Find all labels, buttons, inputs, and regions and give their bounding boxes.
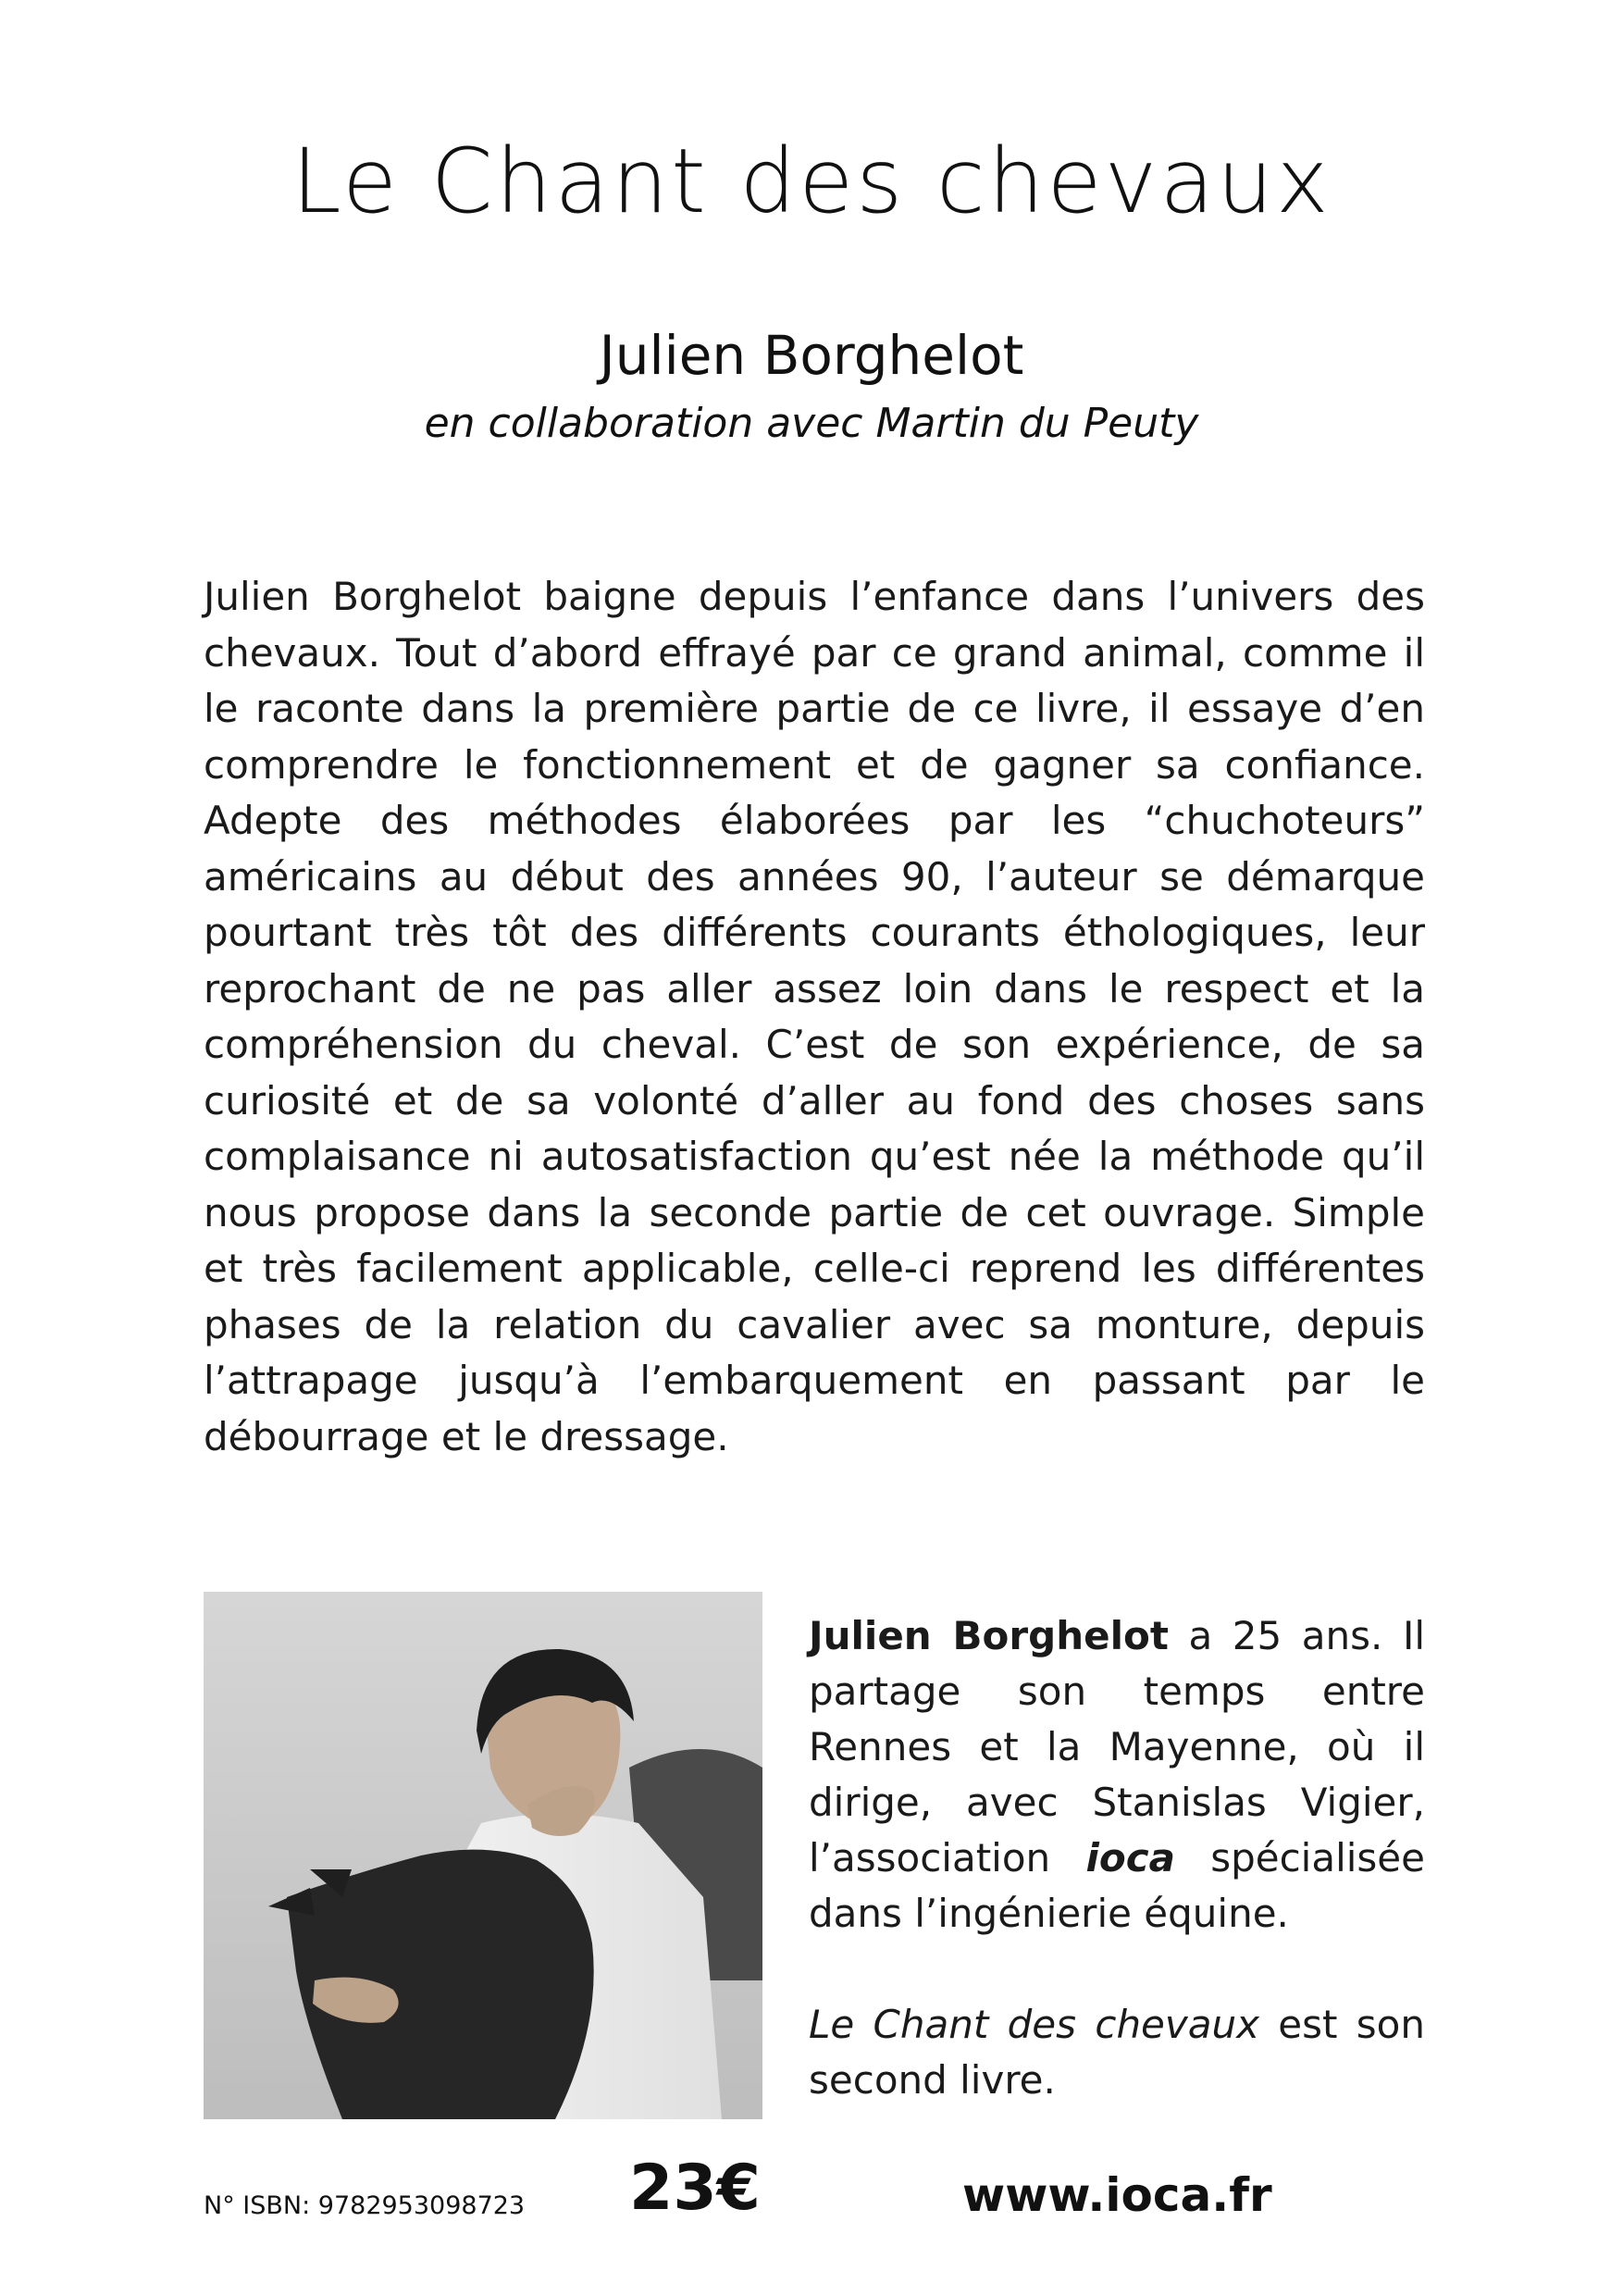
author-name: Julien Borghelot (599, 324, 1024, 387)
bio-text-2: spécialisée dans l’ingénierie équine. (809, 1835, 1425, 1936)
bio-text-3: est son second livre. (809, 2002, 1425, 2103)
author-photo (204, 1592, 762, 2119)
bio-book-title: Le Chant des chevaux (809, 2002, 1259, 2047)
book-title: Le Chant des chevaux (291, 130, 1332, 233)
isbn-number: N° ISBN: 9782953098723 (204, 2191, 526, 2220)
bio-org-name: ioca (1085, 1835, 1175, 1880)
price: 23€ (629, 2152, 761, 2225)
bio-author-name: Julien Borghelot (809, 1613, 1169, 1658)
website-url: www.ioca.fr (962, 2168, 1272, 2222)
author-bio (809, 1608, 1425, 2108)
collaboration-line: en collaboration avec Martin du Peuty (424, 400, 1199, 447)
book-blurb: Julien Borghelot baigne depuis l’enfance dans l’univers des chevaux. Tout d’abord effrayé par ce grand animal, comme il le raconte dans la première partie de ce livre, il essaye d’en comprendre le fonctionnement et de gagner sa confiance. Adepte des méthodes élaborées par les “chuchoteurs” américains au début des années 90, l’auteur se démarque pourtant très tôt des différents courants éthologiques, leur reprochant de ne pas aller assez loin dans le respect et la compréhension du cheval. C’est de son expérience, de sa curiosité et de sa volonté d’aller au fond des choses sans complaisance ni autosatisfaction qu’est née la méthode qu’il nous propose dans la seconde partie de cet ouvrage. Simple et très facilement applicable, celle-ci reprend les différentes phases de la relation du cavalier avec sa monture, depuis l’attrapage jusqu’à l’embarquement en passant par le débourrage et le dressage. (204, 574, 1425, 1459)
bio-text-1: a 25 ans. Il partage son temps entre Rennes et la Mayenne, où il dirige, avec Stanislas Vigier, l’association (809, 1613, 1425, 1880)
